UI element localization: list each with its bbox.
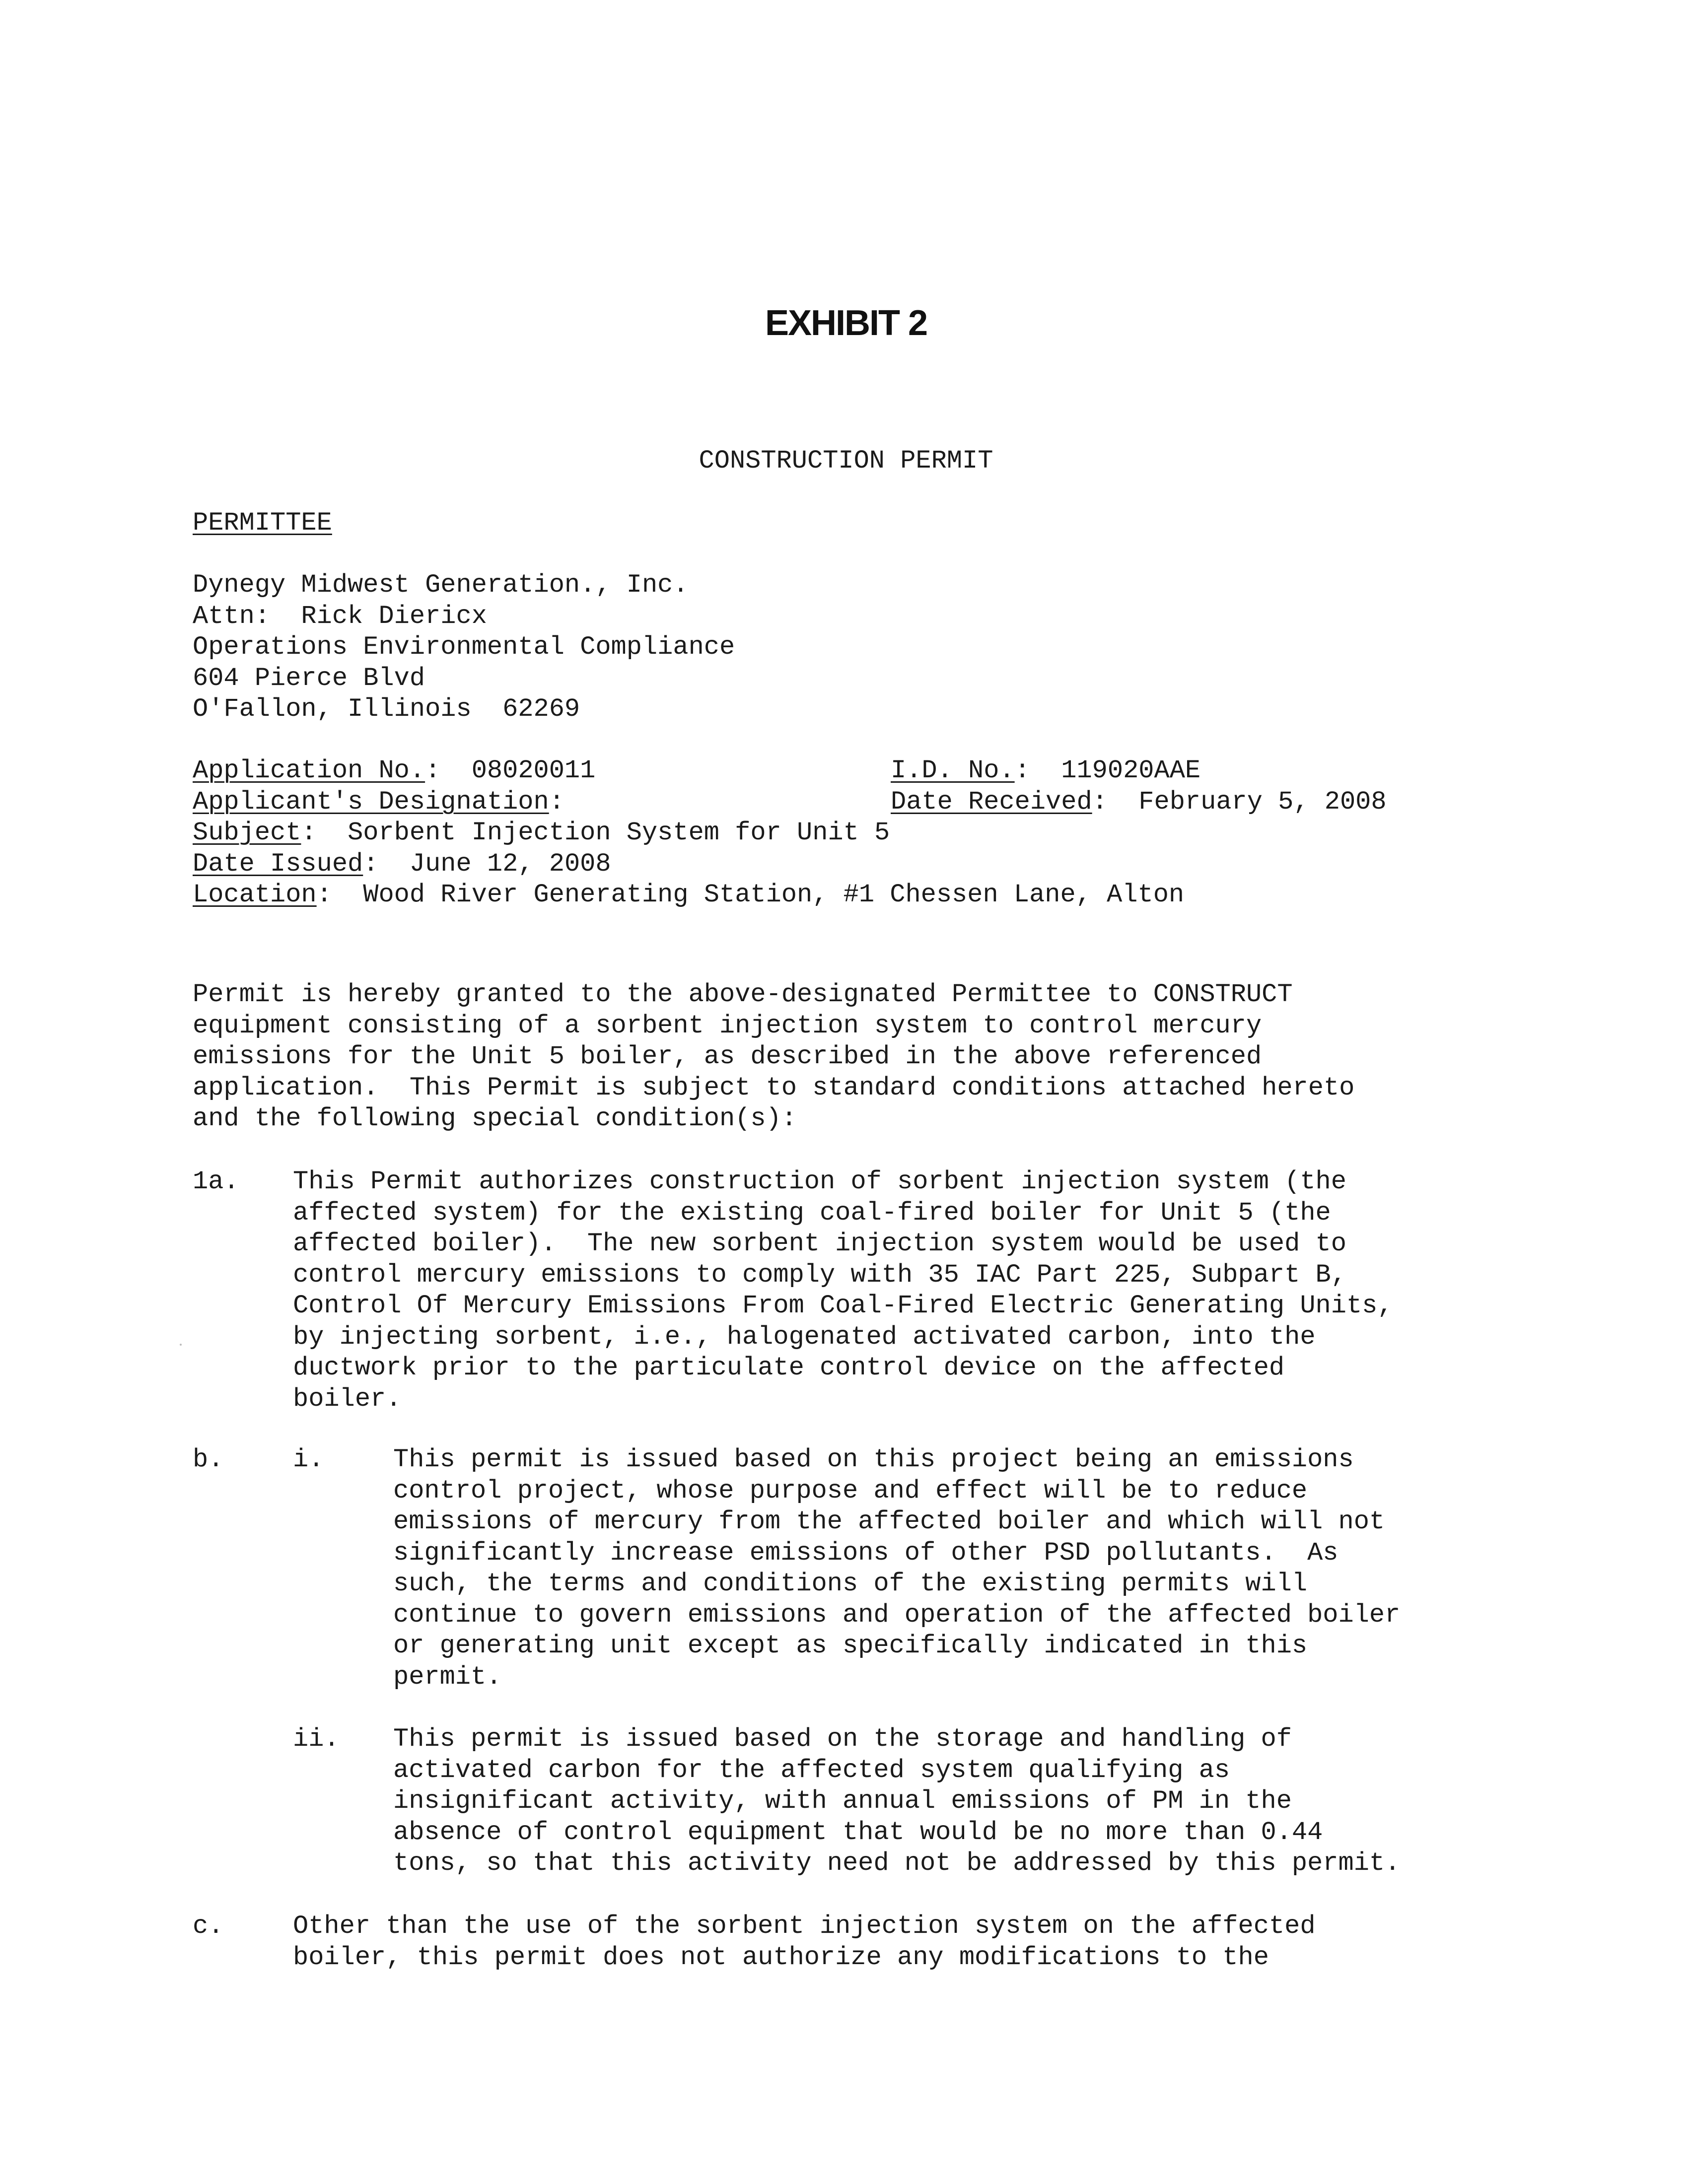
- permit-title: CONSTRUCTION PERMIT: [699, 446, 993, 476]
- date-issued-row: Date Issued: June 12, 2008: [193, 849, 611, 879]
- condition-line: ductwork prior to the particulate control device on the affected: [293, 1353, 1285, 1382]
- intro-line: equipment consisting of a sorbent injection system to control mercury: [193, 1011, 1262, 1040]
- address-line: O'Fallon, Illinois 62269: [193, 694, 580, 724]
- application-no-row: Application No.: 08020011: [193, 756, 596, 785]
- condition-line: affected system) for the existing coal-fired boiler for Unit 5 (the: [293, 1198, 1331, 1228]
- condition-line: activated carbon for the affected system qualifying as: [393, 1755, 1230, 1785]
- intro-line: application. This Permit is subject to standard conditions attached hereto: [193, 1073, 1355, 1102]
- scan-speck: [180, 1344, 182, 1346]
- condition-line: This Permit authorizes construction of sorbent injection system (the: [293, 1167, 1346, 1196]
- condition-line: continue to govern emissions and operation of the affected boiler: [393, 1600, 1401, 1630]
- condition-bii-text: [393, 1724, 1400, 1879]
- date-received-row: Date Received: February 5, 2008: [891, 787, 1387, 817]
- address-line: Dynegy Midwest Generation., Inc.: [193, 570, 689, 600]
- permittee-address: [193, 570, 735, 725]
- condition-line: significantly increase emissions of other PSD pollutants. As: [393, 1538, 1339, 1568]
- intro-line: and the following special condition(s):: [193, 1104, 797, 1133]
- id-no-label: I.D. No.: [891, 756, 1015, 785]
- location-label: Location: [193, 880, 317, 909]
- application-no-label: Application No.: [193, 756, 425, 785]
- condition-line: tons, so that this activity need not be addressed by this permit.: [393, 1848, 1401, 1878]
- condition-line: This permit is issued based on the storage and handling of: [393, 1724, 1292, 1754]
- applicant-designation-label: Applicant's Designation: [193, 787, 549, 817]
- condition-b-marker: b.: [193, 1445, 224, 1474]
- address-line: Operations Environmental Compliance: [193, 632, 735, 662]
- condition-line: Control Of Mercury Emissions From Coal-Fired Electric Generating Units,: [293, 1291, 1393, 1320]
- condition-line: control project, whose purpose and effect will be to reduce: [393, 1476, 1308, 1505]
- address-line: 604 Pierce Blvd: [193, 663, 425, 693]
- condition-line: insignificant activity, with annual emissions of PM in the: [393, 1786, 1292, 1816]
- permit-fields: [193, 755, 1533, 914]
- condition-line: control mercury emissions to comply with 35 IAC Part 225, Subpart B,: [293, 1260, 1346, 1290]
- condition-bi-marker: i.: [293, 1445, 324, 1474]
- condition-c-text: [293, 1911, 1316, 1973]
- condition-1a-marker: 1a.: [193, 1167, 239, 1196]
- condition-line: or generating unit except as specifically indicated in this: [393, 1631, 1308, 1660]
- condition-bii-marker: ii.: [293, 1724, 340, 1754]
- intro-line: emissions for the Unit 5 boiler, as described in the above referenced: [193, 1042, 1262, 1071]
- subject-value: Sorbent Injection System for Unit 5: [348, 818, 890, 847]
- condition-line: permit.: [393, 1662, 502, 1692]
- condition-line: emissions of mercury from the affected boiler and which will not: [393, 1507, 1385, 1536]
- condition-line: boiler, this permit does not authorize any modifications to the: [293, 1942, 1269, 1972]
- location-row: Location: Wood River Generating Station, #1 Chessen Lane, Alton: [193, 880, 1185, 909]
- condition-line: boiler.: [293, 1384, 402, 1414]
- date-issued-value: June 12, 2008: [409, 849, 611, 879]
- condition-line: such, the terms and conditions of the existing permits will: [393, 1569, 1308, 1598]
- date-received-label: Date Received: [891, 787, 1092, 817]
- application-no-value: 08020011: [471, 756, 596, 785]
- condition-bi-text: [393, 1444, 1400, 1693]
- applicant-designation-row: Applicant's Designation:: [193, 787, 580, 817]
- condition-line: absence of control equipment that would be no more than 0.44: [393, 1817, 1323, 1847]
- subject-row: Subject: Sorbent Injection System for Unit 5: [193, 818, 890, 847]
- intro-line: Permit is hereby granted to the above-designated Permittee to CONSTRUCT: [193, 980, 1293, 1009]
- address-line: Attn: Rick Diericx: [193, 601, 487, 631]
- subject-label: Subject: [193, 818, 301, 847]
- permittee-heading: PERMITTEE: [193, 508, 332, 538]
- intro-paragraph: [193, 979, 1354, 1135]
- condition-c-marker: c.: [193, 1911, 224, 1941]
- condition-1a-text: [293, 1166, 1393, 1415]
- date-received-value: February 5, 2008: [1138, 787, 1387, 817]
- id-no-value: 119020AAE: [1061, 756, 1201, 785]
- id-no-row: I.D. No.: 119020AAE: [891, 756, 1201, 785]
- date-issued-label: Date Issued: [193, 849, 363, 879]
- condition-line: Other than the use of the sorbent injection system on the affected: [293, 1911, 1316, 1941]
- location-value: Wood River Generating Station, #1 Chessen Lane, Alton: [363, 880, 1185, 909]
- condition-line: This permit is issued based on this project being an emissions: [393, 1445, 1354, 1474]
- exhibit-title: EXHIBIT 2: [765, 303, 927, 343]
- condition-line: affected boiler). The new sorbent injection system would be used to: [293, 1229, 1346, 1258]
- condition-line: by injecting sorbent, i.e., halogenated activated carbon, into the: [293, 1322, 1316, 1352]
